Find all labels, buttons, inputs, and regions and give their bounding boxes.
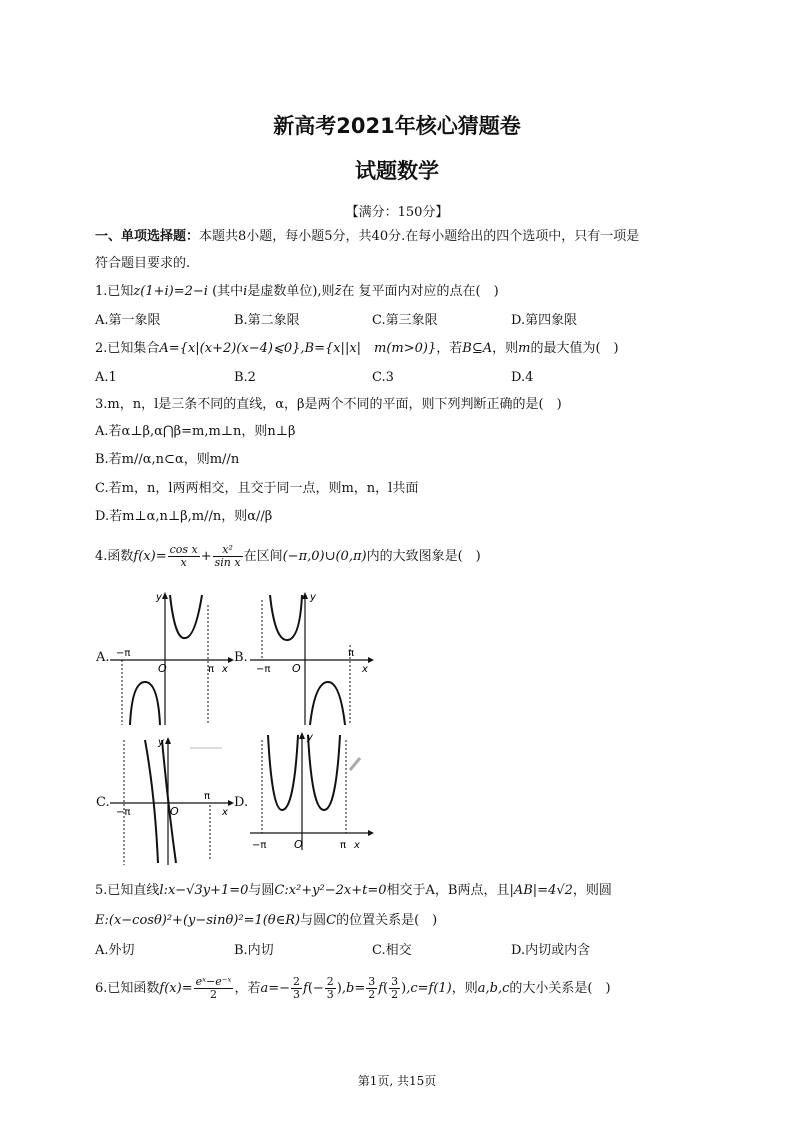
q3-option-c: C.若m，n，l两两相交，且交于同一点，则m，n，l共面 <box>95 481 419 496</box>
q4-frac-2-num: x² <box>213 544 243 557</box>
curve-upper <box>170 595 202 638</box>
x-arrow-icon <box>228 657 234 663</box>
q5-option-d: D.内切或内含 <box>511 943 591 958</box>
q1-i: i <box>243 284 248 299</box>
score-note: 【满分：150分】 <box>345 205 449 220</box>
q4-frac-2-den: sin x <box>214 556 241 569</box>
q6-b-f: f <box>378 981 384 996</box>
q5-text-d: A，B两点，且 <box>425 883 510 898</box>
q3-stem: 3.m，n，l是三条不同的直线，α，β是两个不同的平面，则下列判断正确的是( ) <box>95 397 562 412</box>
x-arrow-icon <box>368 830 374 836</box>
q4-graph-a <box>110 590 235 725</box>
q6-b-eq: ,b= <box>341 981 366 996</box>
q6-text-b: ，若 <box>234 981 261 996</box>
q6-frac-a-inner-num: 2 <box>326 975 334 988</box>
q1-option-a: A.第一象限 <box>95 313 161 328</box>
q6-a-eq: a=− <box>260 981 291 996</box>
q6-frac-a-den: 3 <box>293 988 301 1001</box>
q2-text-d: 的最大值为( ) <box>530 341 619 356</box>
q4-text-b: 在区间 <box>243 549 283 564</box>
q6-c-eq: ,c=f(1) <box>406 981 452 996</box>
q5-ab-length: |AB|=4√2 <box>509 883 573 898</box>
label-x: x <box>362 664 368 675</box>
label-y: y <box>156 592 162 603</box>
x-arrow-icon <box>228 800 234 806</box>
q4-label-a: A. <box>96 650 110 665</box>
q2-text-c: ，则 <box>492 341 519 356</box>
q4-graph-b <box>250 590 375 725</box>
q6-a-f: f <box>303 981 308 996</box>
q3-option-d: D.若m⊥α,n⊥β,m//n，则α//β <box>95 509 273 524</box>
q4-frac-1 <box>168 544 200 569</box>
section-heading-line <box>95 229 639 245</box>
q5-stem-1 <box>95 883 612 899</box>
label-pi: π <box>208 664 215 675</box>
q3-option-a: A.若α⊥β,α⋂β=m,m⊥n，则n⊥β <box>95 424 296 439</box>
q6-frac-b-inner-num: 3 <box>391 975 399 988</box>
q6-frac-f-num: eˣ−e⁻ˣ <box>195 975 232 988</box>
q4-frac-1-num: cos x <box>169 543 198 556</box>
q2-text-b: ，若 <box>436 341 463 356</box>
label-origin: O <box>292 662 301 675</box>
label-neg-pi: −π <box>116 807 131 818</box>
page-title: 新高考2021年核心猜题卷 <box>273 114 521 138</box>
q6-frac-a-num: 2 <box>293 975 301 988</box>
curve-right <box>162 740 176 863</box>
q5-text-c: 相交于 <box>386 883 426 898</box>
q6-text-a: 6.已知函数 <box>95 981 160 996</box>
section-desc: 本题共8小题，每小题5分，共40分.在每小题给出的四个选项中，只有一项是 <box>199 229 640 244</box>
q1-zbar: z̄ <box>334 284 342 299</box>
q1-text-c: 是虚数单位),则 <box>247 284 335 299</box>
y-arrow-icon <box>162 592 168 599</box>
q4-stem <box>95 544 481 570</box>
q5-line-eq: l:x−√3y+1=0 <box>159 883 249 898</box>
q4-graph-d <box>250 730 375 870</box>
q2-option-d: D.4 <box>511 370 534 385</box>
q4-interval: (−π,0)∪(0,π) <box>282 549 367 564</box>
label-y: y <box>158 737 164 748</box>
q6-fx: f(x)= <box>159 981 193 996</box>
label-origin: O <box>294 838 303 851</box>
q4-plus: + <box>200 549 212 564</box>
q6-abc: a,b,c <box>477 981 510 996</box>
label-y: y <box>310 592 316 603</box>
curve-upper <box>270 595 302 640</box>
curve-left <box>145 740 158 863</box>
q4-graph-c <box>110 735 235 865</box>
label-pi: π <box>340 840 347 851</box>
q6-stem: 6.已知函数f(x)= $\frac{\text{eˣ−e⁻ˣ}}{2}$ ，若a=− $\frac{2}{3}$ f(− $\frac{2}{3}$ ),b= $\frac{3}{2}$ f( $\frac{3}{2}$ ),c=f(1)，则a,b,c的大小关系是( ) <box>95 975 611 1001</box>
q5-text-e: ，则圆 <box>572 883 612 898</box>
q5-text-a: 5.已知直线 <box>95 883 160 898</box>
q2-cond: B⊆A <box>462 341 493 356</box>
q6-frac-f-den: 2 <box>210 988 218 1001</box>
y-arrow-icon <box>165 737 171 744</box>
page-footer: 第1页, 共15页 <box>357 1074 437 1088</box>
q6-text-d: 的大小关系是( ) <box>509 981 611 996</box>
q5-option-c: C.相交 <box>372 943 412 958</box>
label-neg-pi: −π <box>256 664 271 675</box>
label-origin: O <box>170 805 179 818</box>
q4-label-d: D. <box>234 795 249 810</box>
q5-text-g: 的位置关系是( ) <box>336 913 438 928</box>
q1-text-a: 1.已知 <box>95 284 134 299</box>
q1-stem <box>95 284 499 300</box>
page-subtitle: 试题数学 <box>355 159 439 183</box>
label-origin: O <box>158 662 167 675</box>
curve-left <box>268 735 298 810</box>
q2-set: A={x|(x+2)(x−4)⩽0},B={x||x| m(m>0)} <box>159 341 437 356</box>
y-arrow-icon <box>299 732 305 739</box>
q6-frac-b-inner <box>389 976 400 1001</box>
q4-text-a: 4.函数 <box>95 549 134 564</box>
q6-frac-b-inner-den: 2 <box>391 988 399 1001</box>
q1-option-d: D.第四象限 <box>511 313 578 328</box>
curve-right <box>308 735 340 810</box>
curve-lower <box>130 682 160 725</box>
q6-frac-b-den: 2 <box>368 988 376 1001</box>
q1-formula: z(1+i)=2−i <box>133 284 208 299</box>
q4-text-c: 内的大致图象是( ) <box>366 549 481 564</box>
q4-frac-2 <box>213 544 243 569</box>
label-neg-pi: −π <box>252 840 267 851</box>
label-x: x <box>354 840 360 851</box>
q4-label-c: C. <box>96 795 110 810</box>
q1-option-b: B.第二象限 <box>234 313 300 328</box>
q2-option-b: B.2 <box>234 370 256 385</box>
q6-frac-a-inner <box>325 976 336 1001</box>
q1-option-c: C.第三象限 <box>372 313 438 328</box>
q2-option-a: A.1 <box>95 370 117 385</box>
label-pi: π <box>204 791 211 802</box>
curve-lower <box>310 682 345 725</box>
q2-text-a: 2.已知集合 <box>95 341 160 356</box>
q4-label-b: B. <box>234 650 248 665</box>
label-pi: π <box>348 648 355 659</box>
label-x: x <box>222 807 228 818</box>
q2-m: m <box>518 341 531 356</box>
q5-option-b: B.内切 <box>234 943 274 958</box>
q6-frac-a-inner-den: 3 <box>326 988 334 1001</box>
q5-text-b: 与圆 <box>248 883 275 898</box>
q5-text-f: 与圆 <box>300 913 327 928</box>
label-neg-pi: −π <box>116 648 131 659</box>
q5-c: C <box>326 913 337 928</box>
q5-stem-2 <box>95 913 437 929</box>
q6-frac-a <box>291 976 302 1001</box>
label-x: x <box>222 664 228 675</box>
q6-frac-b <box>366 976 377 1001</box>
q6-frac-b-num: 3 <box>368 975 376 988</box>
section-desc-2: 符合题目要求的. <box>95 256 191 271</box>
q5-circle-eq: C:x²+y²−2x+t=0 <box>274 883 387 898</box>
q1-text-d: 在 复平面内对应的点在( ) <box>341 284 499 299</box>
q3-option-b: B.若m//α,n⊂α，则m//n <box>95 452 240 467</box>
q6-text-c: ，则 <box>451 981 478 996</box>
q4-fx: f(x)= <box>133 549 167 564</box>
q5-circle-e-eq: E:(x−cosθ)²+(y−sinθ)²=1(θ∈R) <box>95 913 301 928</box>
q6-frac-f <box>194 976 234 1001</box>
x-arrow-icon <box>368 657 374 663</box>
q4-frac-1-den: x <box>180 556 187 569</box>
q2-option-c: C.3 <box>372 370 394 385</box>
section-heading: 一、单项选择题： <box>95 229 200 244</box>
q2-stem <box>95 341 619 357</box>
q5-option-a: A.外切 <box>95 943 135 958</box>
q1-text-b: (其中 <box>212 284 244 299</box>
stray-mark <box>350 758 360 770</box>
label-y: y <box>307 732 313 743</box>
